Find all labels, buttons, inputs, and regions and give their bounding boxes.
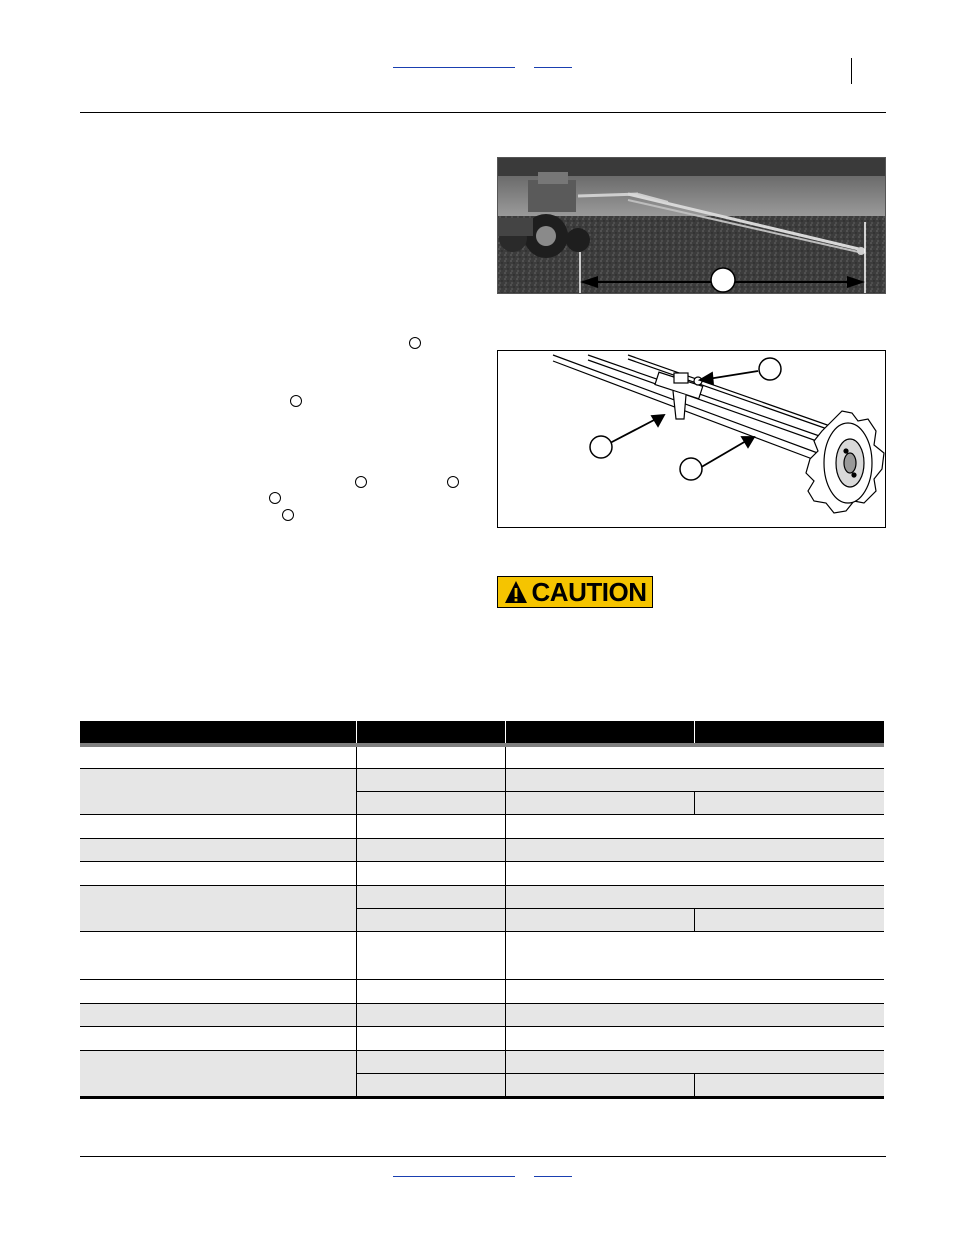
text-callout: [355, 476, 367, 488]
table-row: [80, 980, 884, 1004]
table-header: [80, 721, 884, 743]
table-row: [80, 769, 884, 815]
drawing-callout-arm: [680, 458, 702, 480]
marker-disc: [806, 411, 884, 513]
table-row: [80, 815, 884, 839]
drawing-callout-clamp: [759, 358, 781, 380]
text-callout: [282, 509, 294, 521]
header-link-index[interactable]: [534, 67, 572, 68]
header-rule: [80, 112, 886, 113]
table-bottom-rule: [80, 1096, 884, 1099]
table-row: [80, 1004, 884, 1027]
text-callout: [269, 492, 281, 504]
text-callout: [447, 476, 459, 488]
caution-badge: [497, 576, 653, 608]
table-row: [80, 932, 884, 980]
warning-triangle-icon: [504, 580, 528, 604]
photo-callout-circle: [711, 268, 735, 292]
footer-link-manual[interactable]: [393, 1176, 515, 1177]
text-callout: [290, 395, 302, 407]
table-row: [80, 1027, 884, 1051]
text-callout: [409, 337, 421, 349]
table-row: [80, 862, 884, 886]
header-link-manual[interactable]: [393, 67, 515, 68]
table-row: [80, 839, 884, 862]
settings-table: [80, 721, 884, 1099]
marker-disc-drawing: [497, 350, 886, 528]
drawing-callout-tube: [590, 436, 612, 458]
caution-label: CAUTION: [531, 577, 647, 607]
tractor-marker-photo-art: [498, 158, 886, 294]
table-row: [80, 1051, 884, 1096]
table-row: [80, 747, 884, 769]
table-row: [80, 886, 884, 932]
tractor-marker-photo: [497, 157, 886, 294]
page-tab-marker: [851, 58, 852, 84]
marker-disc-drawing-art: [498, 351, 885, 527]
footer-link-index[interactable]: [534, 1176, 572, 1177]
footer-rule: [80, 1156, 886, 1157]
